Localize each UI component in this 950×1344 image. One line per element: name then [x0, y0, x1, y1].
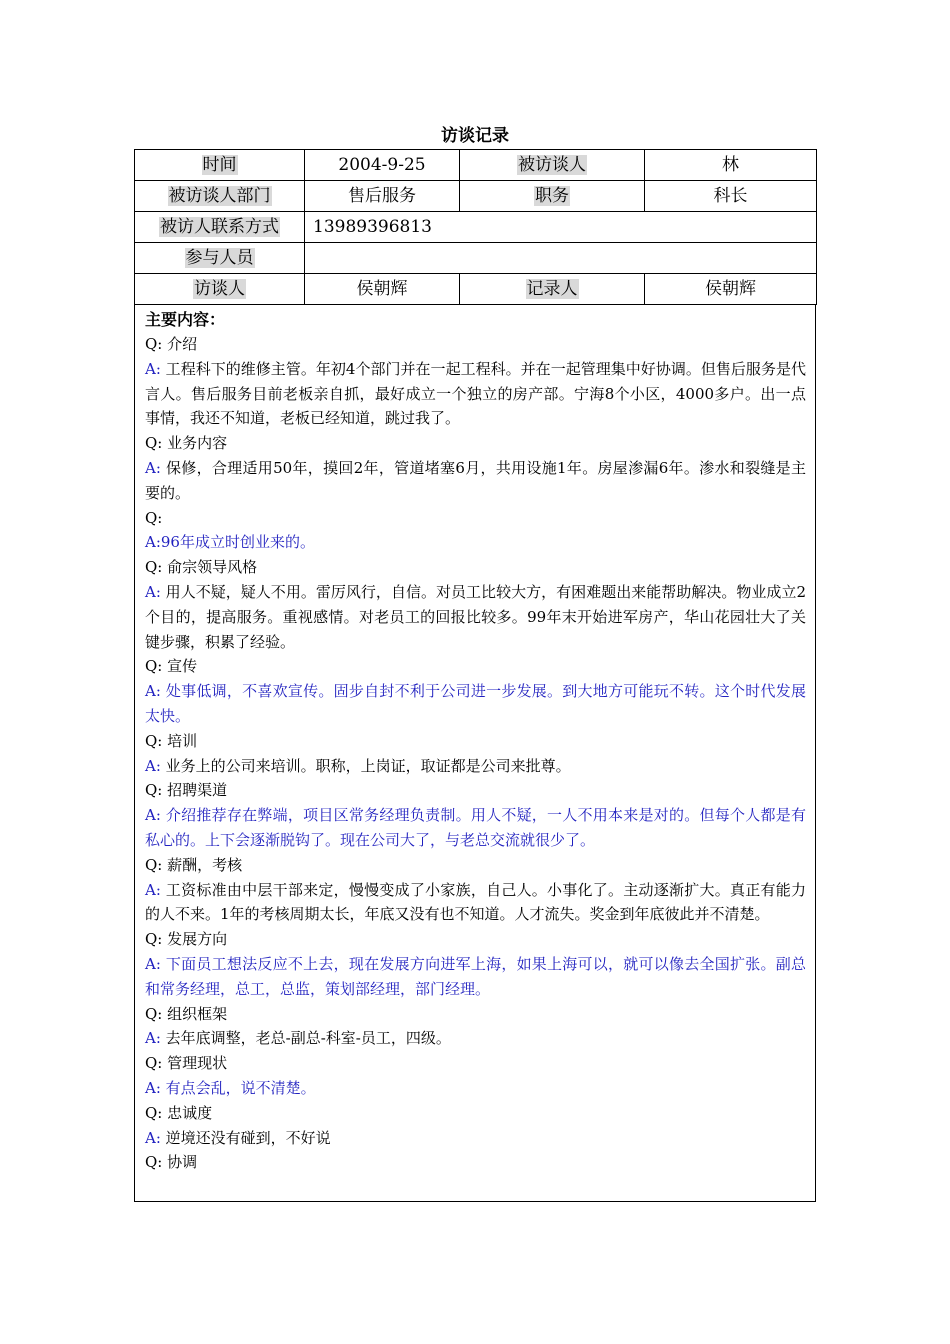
- answer: [145, 357, 806, 431]
- contact-label: 被访人联系方式: [160, 217, 279, 237]
- answer: [145, 530, 806, 555]
- answer-text: 工资标准由中层干部来定，慢慢变成了小家族，自己人。小事化了。主动逐渐扩大。真正有能力的人不来。1年的考核周期太长，年底又没有也不知道。人才流失。奖金到年底彼此并不清楚。: [145, 880, 806, 924]
- answer-prefix: A:: [145, 1078, 161, 1097]
- info-row-interviewer: [135, 274, 817, 305]
- answer-prefix: A:: [145, 806, 161, 825]
- info-row-time: [135, 150, 817, 181]
- answer-text: 工程科下的维修主管。年初4个部门并在一起工程科。并在一起管理集中好协调。但售后服务是代言人。售后服务目前老板亲自抓，最好成立一个独立的房产部。宁海8个小区，4000多户。出一点事情，我还不知道，老板已经知道，跳过我了。: [145, 359, 806, 428]
- question: Q: 业务内容: [145, 434, 228, 453]
- question: Q: 培训: [145, 731, 198, 750]
- dept-label: 被访谈人部门: [168, 186, 271, 206]
- question: Q: 介绍: [145, 335, 198, 353]
- interviewer-label: 访谈人: [194, 279, 245, 299]
- question: Q: 忠诚度: [145, 1103, 213, 1122]
- info-row-participants: [135, 243, 817, 274]
- time-value: 2004-9-25: [305, 150, 460, 181]
- answer: [145, 456, 806, 506]
- question: Q: 管理现状: [145, 1054, 228, 1073]
- answer-text: 逆境还没有碰到，不好说: [160, 1128, 331, 1147]
- answer: [145, 952, 806, 1002]
- contact-value: 13989396813: [305, 212, 817, 243]
- answer: [145, 1026, 806, 1051]
- answer-prefix: A:: [145, 533, 161, 552]
- info-row-dept: [135, 181, 817, 212]
- answer: [145, 580, 806, 654]
- answer-prefix: A:: [145, 359, 161, 378]
- answer-text: 介绍推荐存在弊端，项目区常务经理负责制。用人不疑，一人不用本来是对的。但每个人都是有私心的。上下会逐渐脱钩了。现在公司大了，与老总交流就很少了。: [145, 806, 806, 849]
- answer-prefix: A:: [145, 582, 161, 601]
- participants-value: [305, 243, 817, 274]
- position-value: 科长: [645, 181, 817, 212]
- answer: [145, 803, 806, 853]
- recorder-label: 记录人: [526, 279, 578, 299]
- time-label: 时间: [202, 155, 237, 175]
- document-title: 访谈记录: [441, 126, 509, 146]
- answer-text: 业务上的公司来培训。职称，上岗证，取证都是公司来批尊。: [160, 756, 571, 775]
- question: Q: 薪酬，考核: [145, 855, 243, 874]
- interviewee-label: 被访谈人: [518, 155, 586, 175]
- last-question: Q: 协调: [145, 1153, 198, 1172]
- info-row-contact: [135, 212, 817, 243]
- interview-info-table: [134, 149, 817, 305]
- main-content-heading: 主要内容：: [145, 310, 226, 329]
- question: Q: 宣传: [145, 657, 198, 676]
- interviewee-value: 林: [645, 150, 817, 181]
- answer-text: 有点会乱，说不清楚。: [160, 1078, 316, 1097]
- answer: [145, 878, 806, 928]
- answer-text: 保修，合理适用50年，摸回2年，管道堵塞6月，共用设施1年。房屋渗漏6年。渗水和裂缝是主要的。: [145, 458, 806, 502]
- answer-prefix: A:: [145, 682, 161, 701]
- question: Q: 招聘渠道: [145, 781, 228, 800]
- answer-prefix: A:: [145, 1128, 161, 1147]
- answer-prefix: A:: [145, 1029, 161, 1048]
- answer: [145, 1076, 806, 1101]
- recorder-value: 侯朝辉: [645, 274, 817, 305]
- answer-prefix: A:: [145, 954, 161, 973]
- dept-value: 售后服务: [305, 181, 460, 212]
- question: Q: 俞宗领导风格: [145, 558, 258, 577]
- answer-text: 用人不疑，疑人不用。雷厉风行，自信。对员工比较大方，有困难题出来能帮助解决。物业成立2个目的，提高服务。重视感情。对老员工的回报比较多。99年末开始进军房产，华山花园壮大了关键步骤，积累了经验。: [145, 582, 806, 651]
- answer-text: 去年底调整，老总-副总-科室-员工，四级。: [160, 1029, 451, 1048]
- answer-prefix: A:: [145, 756, 161, 775]
- main-content-box: [134, 304, 816, 1202]
- position-label: 职务: [535, 186, 569, 206]
- main-content: [135, 304, 815, 1175]
- answer-prefix: A:: [145, 880, 161, 899]
- answer: [145, 1126, 806, 1151]
- answer-text: 处事低调，不喜欢宣传。固步自封不利于公司进一步发展。到大地方可能玩不转。这个时代发展太快。: [145, 682, 806, 725]
- answer-text: 96年成立时创业来的。: [160, 533, 315, 552]
- answer-text: 下面员工想法反应不上去，现在发展方向进军上海，如果上海可以，就可以像去全国扩张。副总和常务经理，总工，总监，策划部经理，部门经理。: [145, 954, 806, 998]
- answer: [145, 679, 806, 729]
- question: Q:: [145, 508, 163, 527]
- answer: [145, 754, 806, 779]
- participants-label: 参与人员: [185, 248, 254, 268]
- interviewer-value: 侯朝辉: [305, 274, 460, 305]
- question: Q: 发展方向: [145, 930, 228, 949]
- qa-list: [145, 332, 806, 1150]
- answer-prefix: A:: [145, 458, 161, 477]
- question: Q: 组织框架: [145, 1004, 228, 1023]
